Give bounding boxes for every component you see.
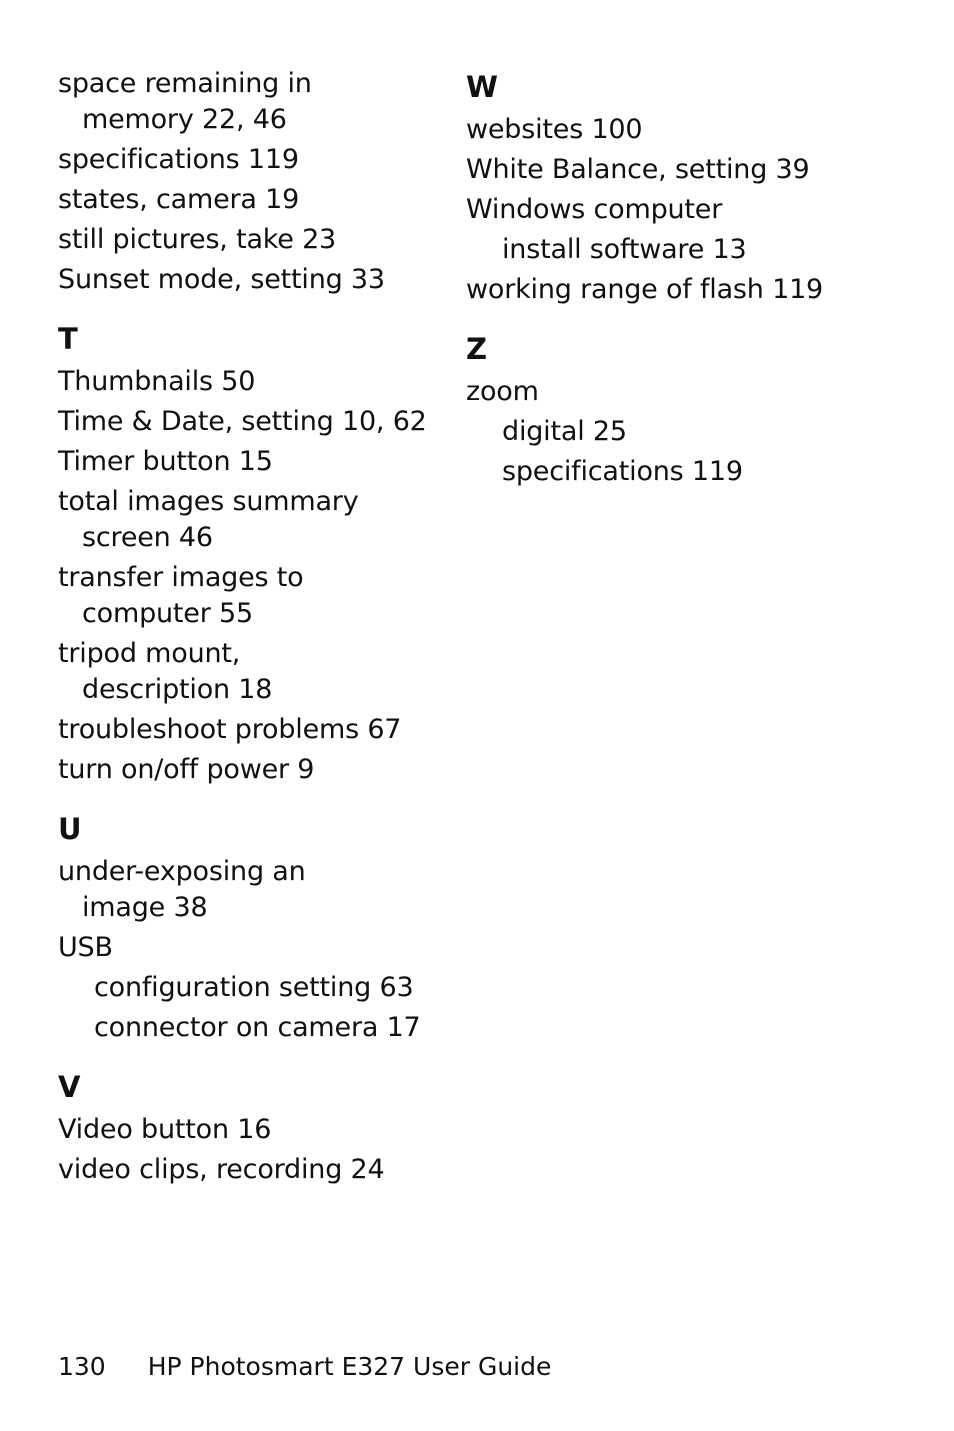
index-column-right [466,62,906,490]
index-entry: USB [58,932,113,963]
index-entry: Timer button 15 [58,446,273,477]
index-entry: still pictures, take 23 [58,224,337,255]
section-letter-w: W [466,70,498,104]
entry-continuation: memory 22, 46 [82,104,287,135]
index-entry: troubleshoot problems 67 [58,714,402,745]
index-entry: turn on/off power 9 [58,754,315,785]
entry-continuation: description 18 [82,674,273,705]
index-entry: working range of flash 119 [466,274,824,305]
section-letter-z: Z [466,332,488,366]
entry-continuation: computer 55 [82,598,253,629]
page-number: 130 [58,1352,106,1381]
index-entry: websites 100 [466,114,643,145]
index-entry [58,66,448,138]
index-subentry: install software 13 [502,234,747,265]
index-entry: states, camera 19 [58,184,300,215]
entry-continuation: screen 46 [82,522,213,553]
index-subentry: specifications 119 [502,456,743,487]
document-title: HP Photosmart E327 User Guide [147,1352,552,1381]
entry-text: space remaining in [58,68,312,99]
index-column-left [58,62,448,1188]
index-subentry: digital 25 [502,416,627,447]
section-letter-v: V [58,1070,81,1104]
entry-text: transfer images to [58,562,304,593]
index-entry: Windows computer [466,194,723,225]
index-entry: Thumbnails 50 [58,366,256,397]
index-subentry: configuration setting 63 [94,972,414,1003]
section-letter-t: T [58,322,78,356]
entry-text: under-exposing an [58,856,306,887]
index-entry: Time & Date, setting 10, 62 [58,406,427,437]
index-entry: White Balance, setting 39 [466,154,810,185]
index-entry [58,560,448,632]
entry-continuation: image 38 [82,892,208,923]
index-entry: video clips, recording 24 [58,1154,385,1185]
page-footer [58,1350,551,1384]
index-entry [58,854,448,926]
index-entry: Video button 16 [58,1114,272,1145]
index-subentry: connector on camera 17 [94,1012,421,1043]
index-entry: specifications 119 [58,144,299,175]
section-letter-u: U [58,812,82,846]
index-entry: zoom [466,376,539,407]
entry-text: tripod mount, [58,638,241,669]
index-entry [58,636,448,708]
index-entry [58,484,448,556]
index-entry: Sunset mode, setting 33 [58,264,385,295]
entry-text: total images summary [58,486,359,517]
